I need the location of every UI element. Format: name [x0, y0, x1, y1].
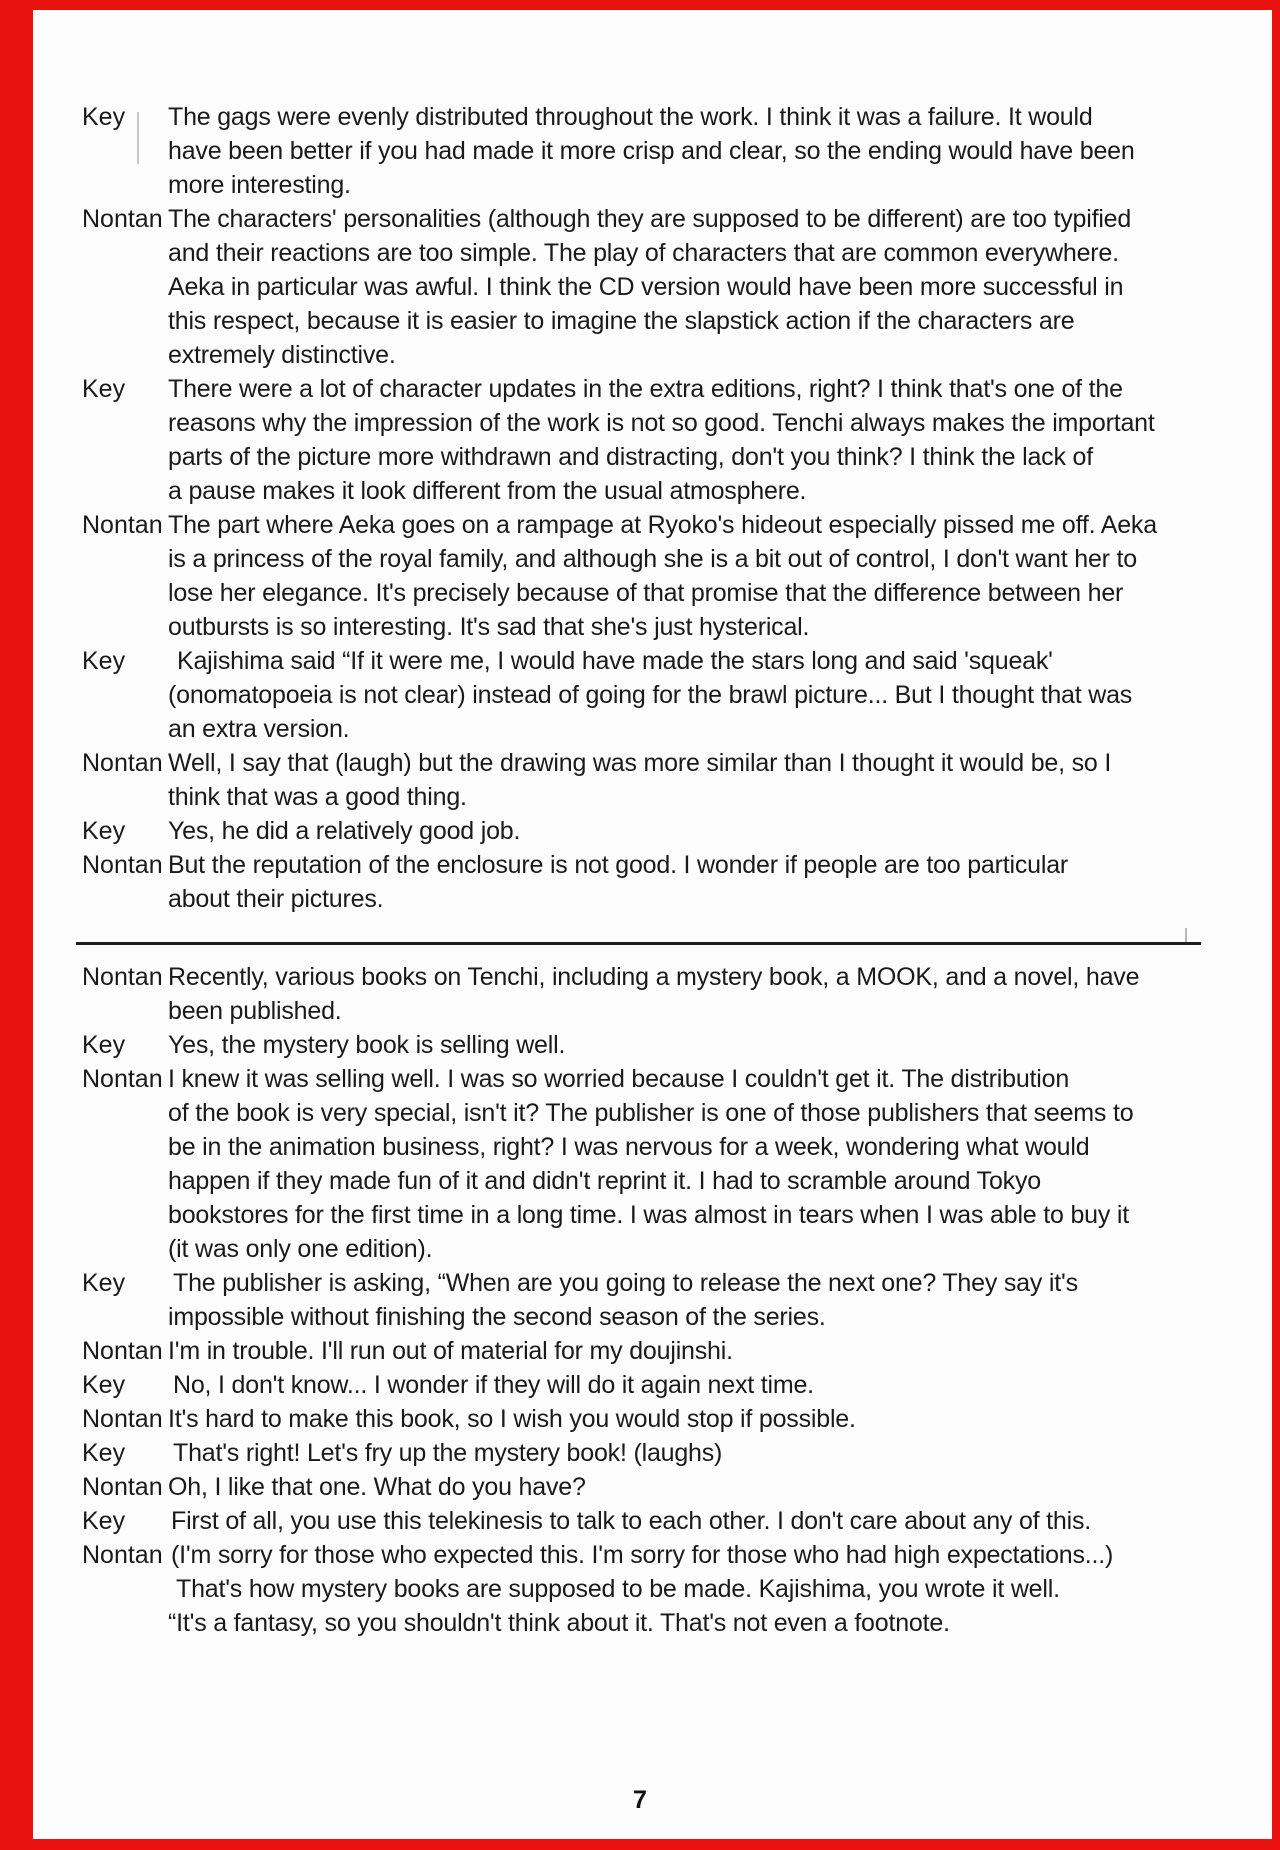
dialogue-line: I'm in trouble. I'll run out of material for my doujinshi. — [168, 1337, 733, 1365]
dialogue-entry — [82, 1436, 1262, 1470]
dialogue-entry — [82, 100, 1262, 202]
interview-transcript — [82, 100, 1262, 1640]
dialogue-lines — [168, 960, 1262, 1028]
speaker-label: Nontan — [82, 1473, 163, 1501]
speaker-label: Nontan — [82, 1065, 163, 1093]
dialogue-lines — [168, 1062, 1262, 1266]
dialogue-line: That's right! Let's fry up the mystery book! (laughs) — [173, 1439, 723, 1467]
speaker-label: Key — [82, 103, 126, 131]
speaker-label: Nontan — [82, 963, 163, 991]
dialogue-line: Aeka in particular was awful. I think the CD version would have been more successful in — [168, 273, 1124, 301]
dialogue-lines — [168, 644, 1262, 746]
dialogue-lines — [168, 100, 1262, 202]
dialogue-line: (it was only one edition). — [168, 1235, 433, 1263]
dialogue-lines — [168, 202, 1262, 372]
dialogue-line: more interesting. — [168, 171, 351, 199]
dialogue-line: of the book is very special, isn't it? The publisher is one of those publishers that seems to — [168, 1099, 1134, 1127]
scan-edge-right — [1272, 0, 1280, 1850]
transcript-section — [82, 100, 1262, 916]
speaker-label: Nontan — [82, 1405, 163, 1433]
dialogue-line: But the reputation of the enclosure is not good. I wonder if people are too particular — [168, 851, 1069, 879]
speaker-label: Key — [82, 647, 126, 675]
dialogue-line: First of all, you use this telekinesis to talk to each other. I don't care about any of this. — [171, 1507, 1092, 1535]
dialogue-line: The part where Aeka goes on a rampage at Ryoko's hideout especially pissed me off. Aeka — [168, 511, 1157, 539]
dialogue-lines — [168, 848, 1262, 916]
speaker-label: Nontan — [82, 749, 163, 777]
dialogue-line: lose her elegance. It's precisely because of that promise that the difference between her — [168, 579, 1124, 607]
dialogue-lines — [168, 1266, 1262, 1334]
dialogue-entry — [82, 1334, 1262, 1368]
dialogue-lines — [168, 508, 1262, 644]
speaker-label: Nontan — [82, 1541, 163, 1569]
speaker-label: Key — [82, 1371, 126, 1399]
dialogue-line: been published. — [168, 997, 342, 1025]
dialogue-entry — [82, 1470, 1262, 1504]
speaker-label: Key — [82, 1439, 126, 1467]
dialogue-entry — [82, 1402, 1262, 1436]
speaker-label: Key — [82, 1269, 126, 1297]
speaker-label: Key — [82, 375, 126, 403]
scan-edge-top — [0, 0, 1280, 10]
dialogue-entry — [82, 1062, 1262, 1266]
dialogue-line: an extra version. — [168, 715, 350, 743]
dialogue-entry — [82, 1538, 1262, 1640]
dialogue-line: think that was a good thing. — [168, 783, 467, 811]
dialogue-line: parts of the picture more withdrawn and distracting, don't you think? I think the lack of — [168, 443, 1093, 471]
dialogue-line: “It's a fantasy, so you shouldn't think about it. That's not even a footnote. — [168, 1609, 950, 1637]
dialogue-lines — [168, 1538, 1262, 1640]
dialogue-line: outbursts is so interesting. It's sad that she's just hysterical. — [168, 613, 810, 641]
dialogue-line: about their pictures. — [168, 885, 384, 913]
dialogue-entry — [82, 848, 1262, 916]
speaker-label: Key — [82, 1507, 126, 1535]
dialogue-entry — [82, 1028, 1262, 1062]
dialogue-entry — [82, 814, 1262, 848]
dialogue-lines — [168, 1470, 1262, 1504]
dialogue-line: Yes, the mystery book is selling well. — [168, 1031, 566, 1059]
dialogue-lines — [168, 1436, 1262, 1470]
scan-edge-bottom — [0, 1839, 1280, 1850]
dialogue-line: reasons why the impression of the work is not so good. Tenchi always makes the important — [168, 409, 1155, 437]
dialogue-entry — [82, 372, 1262, 508]
dialogue-entry — [82, 508, 1262, 644]
dialogue-entry — [82, 746, 1262, 814]
dialogue-line: There were a lot of character updates in the extra editions, right? I think that's one of the — [168, 375, 1123, 403]
dialogue-line: happen if they made fun of it and didn't reprint it. I had to scramble around Tokyo — [168, 1167, 1041, 1195]
dialogue-lines — [168, 1504, 1262, 1538]
dialogue-entry — [82, 960, 1262, 1028]
dialogue-line: extremely distinctive. — [168, 341, 396, 369]
dialogue-line: Oh, I like that one. What do you have? — [168, 1473, 586, 1501]
dialogue-line: have been better if you had made it more crisp and clear, so the ending would have been — [168, 137, 1135, 165]
dialogue-line: be in the animation business, right? I was nervous for a week, wondering what would — [168, 1133, 1090, 1161]
section-divider — [76, 942, 1201, 945]
dialogue-line: (onomatopoeia is not clear) instead of going for the brawl picture... But I thought that was — [168, 681, 1133, 709]
dialogue-line: The publisher is asking, “When are you going to release the next one? They say it's — [173, 1269, 1078, 1297]
dialogue-line: and their reactions are too simple. The play of characters that are common everywhere. — [168, 239, 1119, 267]
speaker-label: Key — [82, 1031, 126, 1059]
dialogue-lines — [168, 372, 1262, 508]
speaker-label: Nontan — [82, 205, 163, 233]
dialogue-entry — [82, 644, 1262, 746]
dialogue-line: Recently, various books on Tenchi, including a mystery book, a MOOK, and a novel, have — [168, 963, 1140, 991]
dialogue-line: impossible without finishing the second season of the series. — [168, 1303, 826, 1331]
scan-artifact-tick — [1185, 928, 1187, 942]
dialogue-line: Kajishima said “If it were me, I would have made the stars long and said 'squeak' — [177, 647, 1053, 675]
dialogue-line: a pause makes it look different from the usual atmosphere. — [168, 477, 807, 505]
speaker-label: Nontan — [82, 1337, 163, 1365]
dialogue-line: this respect, because it is easier to imagine the slapstick action if the characters are — [168, 307, 1075, 335]
dialogue-line: I knew it was selling well. I was so worried because I couldn't get it. The distribution — [168, 1065, 1070, 1093]
dialogue-line: Yes, he did a relatively good job. — [168, 817, 521, 845]
dialogue-entry — [82, 202, 1262, 372]
dialogue-lines — [168, 1402, 1262, 1436]
dialogue-line: bookstores for the first time in a long time. I was almost in tears when I was able to buy it — [168, 1201, 1130, 1229]
speaker-label: Key — [82, 817, 126, 845]
scan-artifact-tick — [137, 112, 139, 164]
dialogue-line: That's how mystery books are supposed to be made. Kajishima, you wrote it well. — [176, 1575, 1060, 1603]
dialogue-lines — [168, 746, 1262, 814]
transcript-section — [82, 960, 1262, 1640]
dialogue-line: (I'm sorry for those who expected this. I'm sorry for those who had high expectations...) — [171, 1541, 1114, 1569]
dialogue-entry — [82, 1266, 1262, 1334]
dialogue-lines — [168, 1028, 1262, 1062]
dialogue-lines — [168, 1368, 1262, 1402]
speaker-label: Nontan — [82, 851, 163, 879]
dialogue-line: The characters' personalities (although they are supposed to be different) are too typified — [168, 205, 1132, 233]
dialogue-line: It's hard to make this book, so I wish you would stop if possible. — [168, 1405, 856, 1433]
dialogue-line: Well, I say that (laugh) but the drawing was more similar than I thought it would be, so I — [168, 749, 1112, 777]
dialogue-line: No, I don't know... I wonder if they will do it again next time. — [173, 1371, 814, 1399]
page-number: 7 — [633, 1786, 647, 1814]
dialogue-line: is a princess of the royal family, and although she is a bit out of control, I don't want her to — [168, 545, 1137, 573]
dialogue-lines — [168, 814, 1262, 848]
speaker-label: Nontan — [82, 511, 163, 539]
scan-edge-left — [0, 0, 33, 1850]
dialogue-entry — [82, 1504, 1262, 1538]
dialogue-entry — [82, 1368, 1262, 1402]
dialogue-line: The gags were evenly distributed throughout the work. I think it was a failure. It would — [168, 103, 1093, 131]
dialogue-lines — [168, 1334, 1262, 1368]
